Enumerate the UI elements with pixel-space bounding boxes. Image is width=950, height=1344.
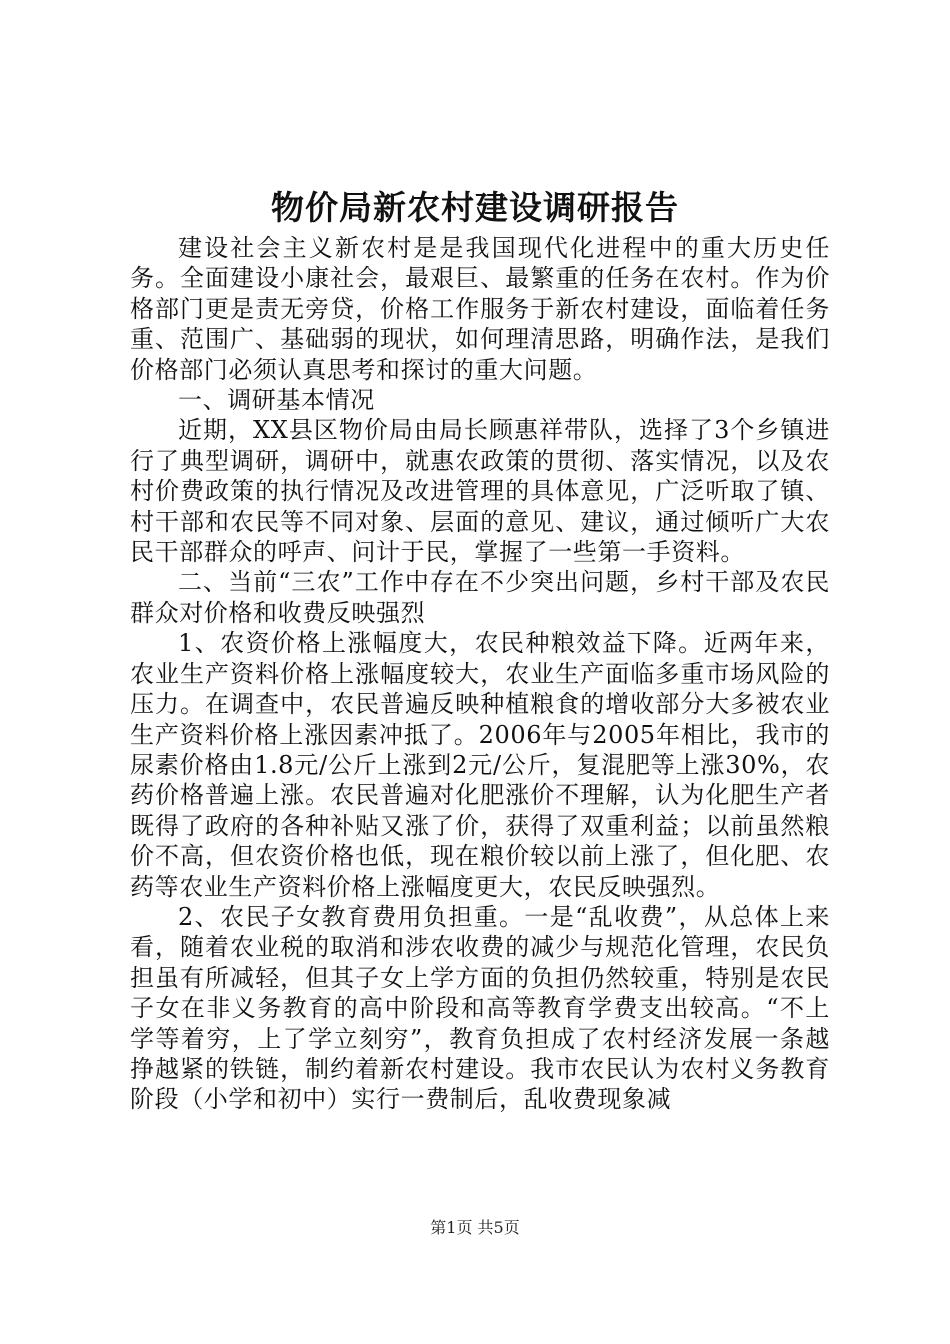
document-title: 物价局新农村建设调研报告 bbox=[271, 188, 679, 227]
paragraph-item-1: 1、农资价格上涨幅度大，农民种粮效益下降。近两年来，农业生产资料价格上涨幅度较大，农业生产面临多重市场风险的压力。在调查中，农民普遍反映种植粮食的增收部分大多被农业生产资料价格上涨因素冲抵了。2006年与2005年相比，我市的尿素价格由1.8元/公斤上涨到2元/公斤，复混肥等上涨30%，农药价格普遍上涨。农民普遍对化肥涨价不理解，认为化肥生产者既得了政府的各种补贴又涨了价，获得了双重利益；以前虽然粮价不高，但农资价格也低，现在粮价较以前上涨了，但化肥、农药等农业生产资料价格上涨幅度更大，农民反映强烈。 bbox=[130, 629, 830, 901]
section-heading-1: 一、调研基本情况 bbox=[178, 386, 375, 415]
section-heading-2: 二、当前“三农”工作中存在不少突出问题，乡村干部及农民群众对价格和收费反映强烈 bbox=[130, 568, 830, 627]
paragraph-item-2: 2、农民子女教育费用负担重。一是“乱收费”，从总体上来看，随着农业税的取消和涉农收费的减少与规范化管理，农民负担虽有所减轻，但其子女上学方面的负担仍然较重，特别是农民子女在非义务教育的高中阶段和高等教育学费支出较高。“不上学等着穷，上了学立刻穷”，教育负担成了农村经济发展一条越挣越紧的铁链，制约着新农村建设。我市农民认为农村义务教育阶段（小学和初中）实行一费制后，乱收费现象减 bbox=[130, 902, 830, 1114]
paragraph-survey: 近期，XX县区物价局由局长顾惠祥带队，选择了3个乡镇进行了典型调研，调研中，就惠农政策的贯彻、落实情况，以及农村价费政策的执行情况及改进管理的具体意见，广泛听取了镇、村干部和农民等不同对象、层面的意见、建议，通过倾听广大农民干部群众的呼声、问计于民，掌握了一些第一手资料。 bbox=[130, 416, 830, 567]
page-number: 第1页 共5页 bbox=[430, 1218, 520, 1237]
paragraph-intro: 建设社会主义新农村是是我国现代化进程中的重大历史任务。全面建设小康社会，最艰巨、最繁重的任务在农村。作为价格部门更是责无旁贷，价格工作服务于新农村建设，面临着任务重、范围广、基础弱的现状，如何理清思路，明确作法，是我们价格部门必须认真思考和探讨的重大问题。 bbox=[130, 234, 830, 384]
document-body bbox=[130, 233, 830, 1115]
